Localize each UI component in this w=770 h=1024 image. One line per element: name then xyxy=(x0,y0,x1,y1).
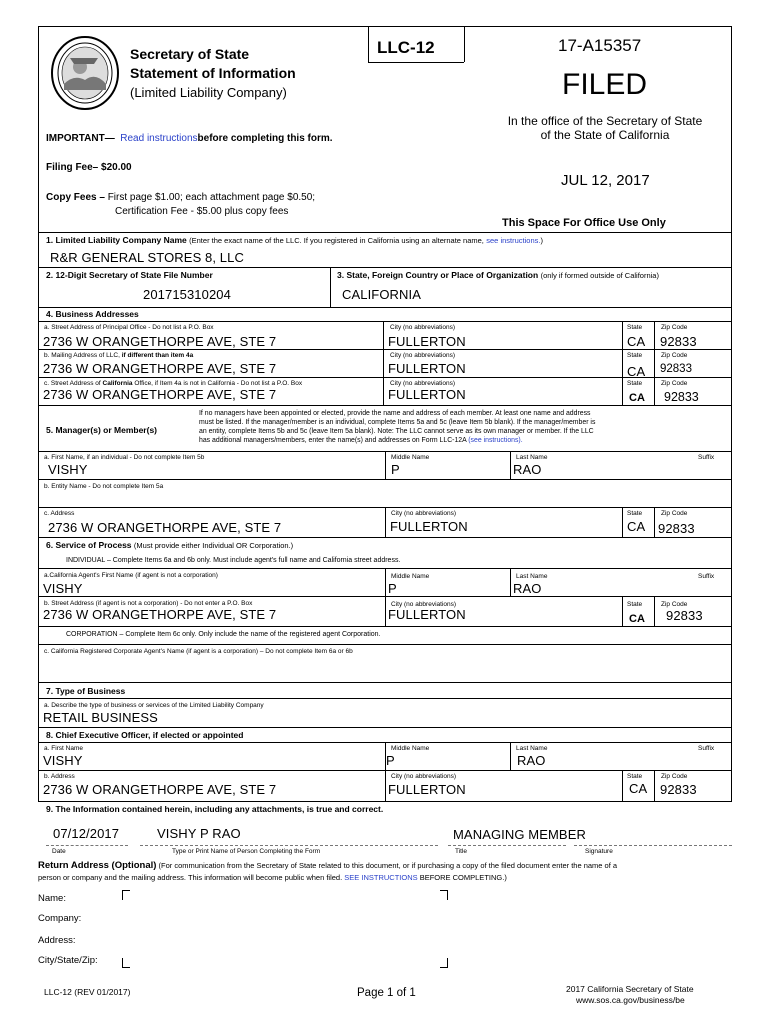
s9-signature-label: Signature xyxy=(585,848,613,855)
s5-label: 5. Manager(s) or Member(s) xyxy=(46,425,157,435)
office-line-2: of the State of California xyxy=(540,128,670,142)
s4b-address-field[interactable]: 2736 W ORANGETHORPE AVE, STE 7 xyxy=(43,361,277,376)
certification-fee: Certification Fee - $5.00 plus copy fees xyxy=(115,206,289,217)
s4a-state-label: State xyxy=(627,324,643,331)
s8a-first-field[interactable]: VISHY xyxy=(43,753,83,768)
s1-label: 1. Limited Liability Company Name (Enter the exact name of the LLC. If you registered in California using an alternate name, see instructions.) xyxy=(46,235,543,245)
page-number: Page 1 of 1 xyxy=(357,987,416,999)
file-number-field[interactable]: 201715310204 xyxy=(143,287,231,302)
s6b-state-label: State xyxy=(627,601,643,608)
s2-label: 2. 12-Digit Secretary of State File Number xyxy=(46,270,213,280)
s4c-state-label: State xyxy=(627,380,643,387)
s6b-state-field[interactable]: CA xyxy=(629,613,645,625)
filed-date: JUL 12, 2017 xyxy=(561,172,650,189)
s8b-state-field[interactable]: CA xyxy=(629,781,648,796)
read-instructions-link[interactable]: Read instructions xyxy=(120,133,198,144)
file-number: 17-A15357 xyxy=(558,36,642,55)
s6b-label: b. Street Address (if agent is not a corporation) - Do not enter a P.O. Box xyxy=(44,600,253,607)
form-revision: LLC-12 (REV 01/2017) xyxy=(44,987,131,997)
s9-date-field[interactable]: 07/12/2017 xyxy=(53,826,120,841)
s8a-label: a. First Name xyxy=(44,745,84,752)
s8a-middle-field[interactable]: P xyxy=(386,753,395,768)
s9-name-label: Type or Print Name of Person Completing the Form xyxy=(172,848,321,855)
s9-date-label: Date xyxy=(52,848,66,855)
s4a-state-field[interactable]: CA xyxy=(627,334,646,349)
california-seal-icon xyxy=(50,34,120,112)
s4c-address-field[interactable]: 2736 W ORANGETHORPE AVE, STE 7 xyxy=(43,387,277,402)
s4a-address-field[interactable]: 2736 W ORANGETHORPE AVE, STE 7 xyxy=(43,334,277,349)
s9-title-field[interactable]: MANAGING MEMBER xyxy=(453,827,586,842)
s6a-suffix-label: Suffix xyxy=(698,573,715,580)
s4a-label: a. Street Address of Principal Office - Do not list a P.O. Box xyxy=(44,324,214,331)
s5a-label: a. First Name, if an individual - Do not complete Item 5b xyxy=(44,454,205,461)
return-address-label: Address: xyxy=(38,935,76,946)
return-address-note: Return Address (Optional) (For communication from the Secretary of State related to this document, or if purchasing a copy of the filed document enter the name of a person or company and the mailing address. This information will become public when filed. SEE INSTRUCTIONS BEFORE COMPLETING.) xyxy=(38,860,618,882)
s9-label: 9. The Information contained herein, including any attachments, is true and correct. xyxy=(46,804,384,814)
s6b-zip-label: Zip Code xyxy=(661,601,688,608)
s6a-middle-label: Middle Name xyxy=(391,573,430,580)
s6a-label: a.California Agent's First Name (if agent is not a corporation) xyxy=(44,572,218,579)
s4a-city-field[interactable]: FULLERTON xyxy=(388,334,466,349)
s4a-zip-field[interactable]: 92833 xyxy=(660,334,697,349)
s5c-label: c. Address xyxy=(44,510,75,517)
title-statement: Statement of Information xyxy=(130,65,296,81)
s4a-city-label: City (no abbreviations) xyxy=(390,324,456,331)
copyright: 2017 California Secretary of State xyxy=(566,984,694,994)
title-llc: (Limited Liability Company) xyxy=(130,85,287,100)
s7a-label: a. Describe the type of business or services of the Limited Liability Company xyxy=(44,702,264,709)
llc-name-field[interactable]: R&R GENERAL STORES 8, LLC xyxy=(50,250,244,265)
s5a-first-field[interactable]: VISHY xyxy=(48,462,88,477)
s8b-label: b. Address xyxy=(44,773,75,780)
s5c-state-field[interactable]: CA xyxy=(627,519,646,534)
s6b-city-label: City (no abbreviations) xyxy=(391,601,457,608)
s6-corporation-note: CORPORATION – Complete Item 6c only. Only include the name of the registered agent Corporation. xyxy=(66,631,381,638)
s5-instructions: If no managers have been appointed or elected, provide the name and address of each member. At least one name and address must be listed. If the manager/member is an individual, complete Items 5a and 5c (leave Item 5b blank). If the manager/member is an entity, complete Items 5b and 5c (leave Item 5a blank). Note: The LLC cannot serve as its own manager or member. If the LLC has additional managers/members, enter the name(s) and addresses on Form LLC-12A (see instructions). xyxy=(199,410,596,444)
s6a-last-label: Last Name xyxy=(516,573,548,580)
s8a-last-label: Last Name xyxy=(516,745,548,752)
s5a-last-field[interactable]: RAO xyxy=(513,462,542,477)
filed-stamp: FILED xyxy=(562,68,648,101)
s4a-zip-label: Zip Code xyxy=(661,324,688,331)
s8a-middle-label: Middle Name xyxy=(391,745,430,752)
s6b-zip-field[interactable]: 92833 xyxy=(666,608,703,623)
business-type-field[interactable]: RETAIL BUSINESS xyxy=(43,710,158,725)
s9-date-line xyxy=(46,845,128,846)
s6b-address-field[interactable]: 2736 W ORANGETHORPE AVE, STE 7 xyxy=(43,607,277,622)
filing-fee: Filing Fee– $20.00 xyxy=(46,162,132,173)
s5c-address-field[interactable]: 2736 W ORANGETHORPE AVE, STE 7 xyxy=(48,520,282,535)
s4b-city-field[interactable]: FULLERTON xyxy=(388,361,466,376)
s3-label: 3. State, Foreign Country or Place of Organization (only if formed outside of California) xyxy=(337,270,659,280)
s6-individual-note: INDIVIDUAL – Complete Items 6a and 6b only. Must include agent's full name and California street address. xyxy=(66,557,401,564)
s5a-middle-field[interactable]: P xyxy=(391,462,400,477)
s4c-zip-label: Zip Code xyxy=(661,380,688,387)
s5c-zip-label: Zip Code xyxy=(661,510,688,517)
s6a-last-field[interactable]: RAO xyxy=(513,581,542,596)
s4b-state-field[interactable]: CA xyxy=(627,364,646,379)
s9-title-label: Title xyxy=(455,848,468,855)
office-use-label: This Space For Office Use Only xyxy=(502,217,666,229)
return-company-label: Company: xyxy=(38,913,82,924)
s5b-label: b. Entity Name - Do not complete Item 5a xyxy=(44,483,164,490)
s8b-city-field[interactable]: FULLERTON xyxy=(388,782,466,797)
s5a-last-label: Last Name xyxy=(516,454,548,461)
form-id: LLC-12 xyxy=(377,38,435,57)
s8b-address-field[interactable]: 2736 W ORANGETHORPE AVE, STE 7 xyxy=(43,782,277,797)
s5c-city-label: City (no abbreviations) xyxy=(391,510,457,517)
s6a-middle-field[interactable]: P xyxy=(388,581,397,596)
s4b-zip-label: Zip Code xyxy=(661,352,688,359)
s6a-first-field[interactable]: VISHY xyxy=(43,581,83,596)
s8a-suffix-label: Suffix xyxy=(698,745,715,752)
s4b-state-label: State xyxy=(627,352,643,359)
s5c-city-field[interactable]: FULLERTON xyxy=(390,519,468,534)
s9-name-field[interactable]: VISHY P RAO xyxy=(157,826,241,841)
s9-name-line xyxy=(140,845,438,846)
s6b-city-field[interactable]: FULLERTON xyxy=(388,607,466,622)
s9-signature-line xyxy=(574,845,732,846)
title-secretary: Secretary of State xyxy=(130,46,250,62)
s4-label: 4. Business Addresses xyxy=(46,309,139,319)
s4b-label: b. Mailing Address of LLC, if different than item 4a xyxy=(44,352,194,359)
return-city-label: City/State/Zip: xyxy=(38,955,98,966)
s5a-middle-label: Middle Name xyxy=(391,454,430,461)
organization-place-field[interactable]: CALIFORNIA xyxy=(342,287,422,302)
return-name-label: Name: xyxy=(38,893,66,904)
s8-label: 8. Chief Executive Officer, if elected or appointed xyxy=(46,730,244,740)
s4b-city-label: City (no abbreviations) xyxy=(390,352,456,359)
s4c-city-label: City (no abbreviations) xyxy=(390,380,456,387)
s4c-city-field[interactable]: FULLERTON xyxy=(388,387,466,402)
important-note: IMPORTANT— Read instructionsbefore completing this form. xyxy=(46,133,333,144)
s6-label: 6. Service of Process (Must provide either Individual OR Corporation.) xyxy=(46,540,294,550)
office-line-1: In the office of the Secretary of State xyxy=(507,114,703,128)
s4c-label: c. Street Address of California Office, if Item 4a is not in California - Do not list a P.O. Box xyxy=(44,380,303,387)
s5a-suffix-label: Suffix xyxy=(698,454,715,461)
s9-title-line xyxy=(448,845,566,846)
s8b-city-label: City (no abbreviations) xyxy=(391,773,457,780)
s8a-last-field[interactable]: RAO xyxy=(517,753,546,768)
s8b-state-label: State xyxy=(627,773,643,780)
s4c-state-field[interactable]: CA xyxy=(629,392,645,404)
s6c-label: c. California Registered Corporate Agent's Name (if agent is a corporation) – Do not complete Item 6a or 6b xyxy=(44,648,353,655)
website-url: www.sos.ca.gov/business/be xyxy=(576,995,685,1005)
s8b-zip-label: Zip Code xyxy=(661,773,688,780)
s4b-zip-field[interactable]: 92833 xyxy=(660,363,692,375)
s4c-zip-field[interactable]: 92833 xyxy=(664,390,699,404)
s5c-state-label: State xyxy=(627,510,643,517)
return-address-box[interactable] xyxy=(122,890,448,968)
s5c-zip-field[interactable]: 92833 xyxy=(658,521,695,536)
s7-label: 7. Type of Business xyxy=(46,686,126,696)
copy-fees: Copy Fees – First page $1.00; each attachment page $0.50; xyxy=(46,192,316,203)
s8b-zip-field[interactable]: 92833 xyxy=(660,782,697,797)
